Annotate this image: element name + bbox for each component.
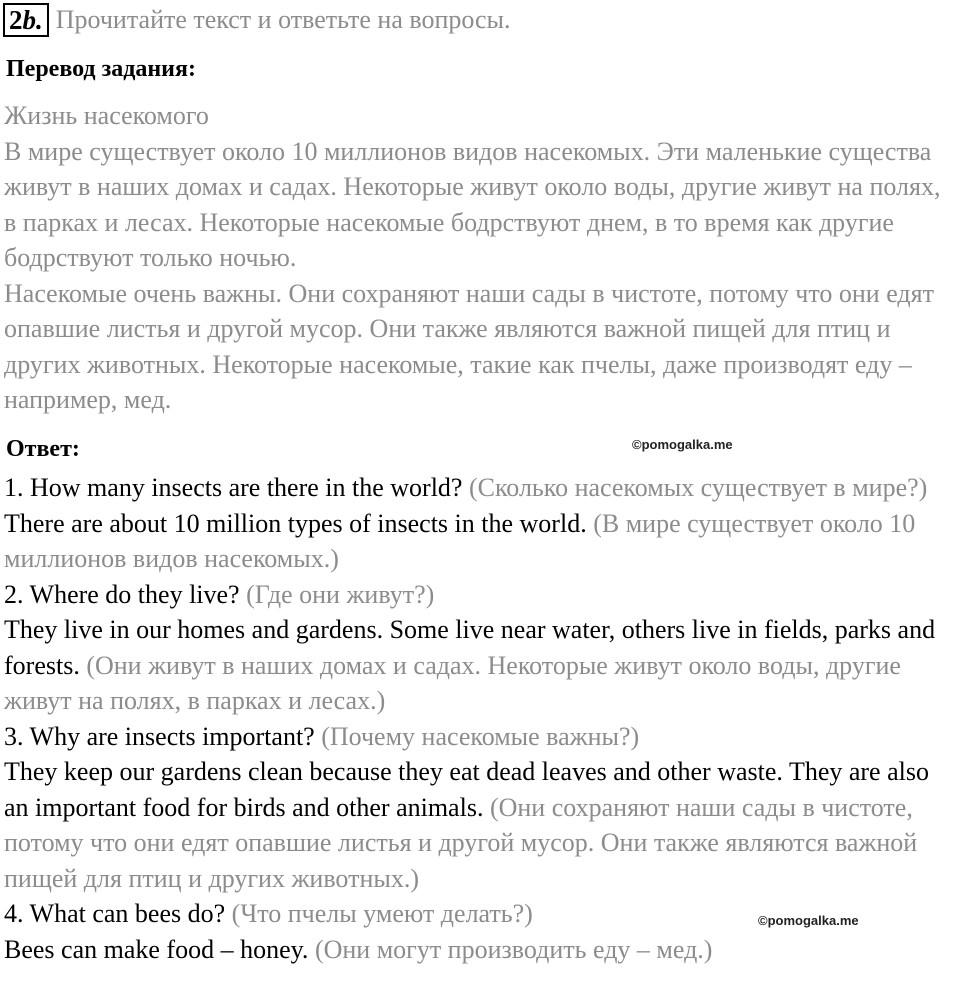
- question-3: [4, 719, 958, 755]
- task-number-badge: [3, 3, 49, 37]
- answer-2: [4, 612, 958, 719]
- question-2-en: 2. Where do they live?: [4, 579, 240, 609]
- question-4-en: 4. What can bees do?: [4, 899, 226, 928]
- translation-paragraph-1: В мире существует около 10 миллионов видов насекомых. Эти маленькие существа живут в наших домах и садах. Некоторые живут около воды, другие живут на полях, в парках и лесах. Некоторые насекомые бодрствуют днем, в то время как другие бодрствуют только ночью.: [4, 136, 941, 272]
- task-letter: b.: [22, 5, 43, 35]
- answer-4-ru: (Они могут производить еду – мед.): [314, 934, 713, 964]
- answer-2-en: They live in our homes and gardens. Some live near water, others live in fields, parks and forests.: [4, 615, 936, 680]
- question-2: [4, 577, 958, 613]
- task-number: 2: [9, 5, 23, 35]
- answer-3-ru: (Они сохраняют наши сады в чистоте, потому что они едят опавшие листья и другой мусор. Они также являются важной пищей для птиц и других животных.): [4, 792, 918, 893]
- question-3-en: 3. Why are insects important?: [4, 721, 315, 751]
- translation-heading: Перевод задания:: [6, 56, 196, 82]
- answer-2-ru: (Они живут в наших домах и садах. Некоторые живут около воды, другие живут на полях, в парках и лесах.): [4, 650, 901, 715]
- answer-4-en: Bees can make food – honey.: [4, 934, 309, 964]
- answer-heading: Ответ:: [6, 436, 80, 462]
- question-1-en: 1. How many insects are there in the world?: [4, 473, 463, 502]
- answer-3-en: They keep our gardens clean because they eat dead leaves and other waste. They are also an important food for birds and other animals.: [4, 757, 929, 822]
- translation-paragraph-2: Насекомые очень важны. Они сохраняют наши сады в чистоте, потому что они едят опавшие листья и другой мусор. Они также являются важной пищей для птиц и других животных. Некоторые насекомые, такие как пчелы, даже производят еду – например, мед.: [4, 278, 934, 414]
- question-3-ru: (Почему насекомые важны?): [321, 721, 640, 751]
- question-2-ru: (Где они живут?): [246, 579, 435, 609]
- answer-1: [4, 506, 958, 577]
- question-1: [4, 470, 958, 506]
- answer-1-en: There are about 10 million types of insects in the world.: [4, 508, 587, 538]
- task-instruction: Прочитайте текст и ответьте на вопросы.: [55, 5, 511, 34]
- answer-3: [4, 754, 958, 896]
- watermark-bottom: ©pomogalka.me: [758, 913, 859, 928]
- answer-4: [4, 932, 958, 968]
- answer-list: [4, 470, 958, 967]
- question-1-ru: (Сколько насекомых существует в мире?): [468, 473, 928, 502]
- translation-title: Жизнь насекомого: [4, 101, 209, 130]
- question-4-ru: (Что пчелы умеют делать?): [231, 899, 533, 928]
- task-header: [3, 3, 511, 37]
- answer-1-ru: (В мире существует около 10 миллионов видов насекомых.): [4, 508, 916, 573]
- watermark-top: ©pomogalka.me: [632, 437, 733, 452]
- translation-text: [4, 98, 958, 418]
